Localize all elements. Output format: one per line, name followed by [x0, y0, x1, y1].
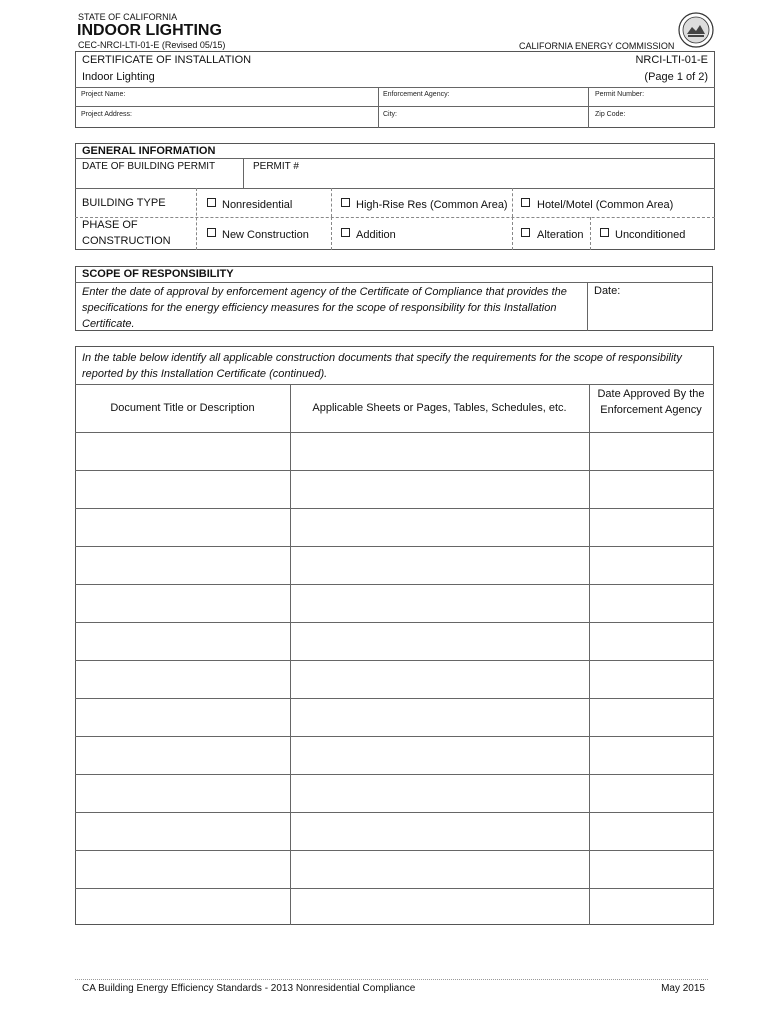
zip-code-field[interactable]: Zip Code: [595, 111, 626, 118]
alteration-checkbox[interactable] [521, 228, 530, 237]
enforcement-agency-field[interactable]: Enforcement Agency: [383, 91, 450, 98]
permit-number-gi-field[interactable]: PERMIT # [253, 161, 299, 172]
general-information-heading: GENERAL INFORMATION [82, 145, 216, 157]
commission-name: CALIFORNIA ENERGY COMMISSION [519, 41, 675, 51]
footer-date: May 2015 [661, 983, 705, 994]
form-code: CEC-NRCI-LTI-01-E (Revised 05/15) [78, 40, 226, 50]
certificate-title: CERTIFICATE OF INSTALLATION [82, 54, 252, 66]
addition-checkbox[interactable] [341, 228, 350, 237]
page-number: (Page 1 of 2) [644, 71, 708, 83]
project-name-field[interactable]: Project Name: [81, 91, 126, 98]
phase-label-line1: PHASE OF [82, 219, 138, 231]
document-rows[interactable] [76, 433, 713, 924]
agency-state: STATE OF CALIFORNIA [78, 12, 178, 22]
col-document-title: Document Title or Description [110, 402, 255, 414]
unconditioned-label: Unconditioned [615, 229, 686, 241]
nonresidential-checkbox[interactable] [207, 198, 216, 207]
high-rise-res-label: High-Rise Res (Common Area) [356, 199, 508, 211]
project-address-field[interactable]: Project Address: [81, 111, 132, 118]
col-applicable-sheets: Applicable Sheets or Pages, Tables, Schedules, etc. [312, 402, 567, 414]
scope-date-field[interactable]: Date: [594, 285, 621, 297]
california-seal-icon [678, 12, 714, 48]
new-construction-checkbox[interactable] [207, 228, 216, 237]
city-field[interactable]: City: [383, 111, 397, 118]
page-title: INDOOR LIGHTING [77, 22, 222, 39]
form-subtitle: Indoor Lighting [82, 71, 155, 83]
permit-number-field[interactable]: Permit Number: [595, 91, 645, 98]
new-construction-label: New Construction [222, 229, 309, 241]
form-id: NRCI-LTI-01-E [635, 54, 708, 66]
alteration-label: Alteration [537, 229, 584, 241]
hotel-motel-checkbox[interactable] [521, 198, 530, 207]
scope-heading: SCOPE OF RESPONSIBILITY [82, 268, 234, 280]
hotel-motel-label: Hotel/Motel (Common Area) [537, 199, 674, 211]
addition-label: Addition [356, 229, 396, 241]
building-type-label: BUILDING TYPE [82, 197, 166, 209]
scope-instructions: Enter the date of approval by enforcement agency of the Certificate of Compliance that provides the specifications for the energy efficiency measures for the scope of responsibility for this Installation Certificate. [82, 286, 567, 330]
col-date-approved: Date Approved By the Enforcement Agency [597, 388, 705, 416]
nonresidential-label: Nonresidential [222, 199, 293, 211]
high-rise-res-checkbox[interactable] [341, 198, 350, 207]
unconditioned-checkbox[interactable] [600, 228, 609, 237]
footer-standards: CA Building Energy Efficiency Standards - 2013 Nonresidential Compliance [82, 983, 416, 994]
phase-label-line2: CONSTRUCTION [82, 235, 171, 247]
date-of-building-permit-field[interactable]: DATE OF BUILDING PERMIT [82, 161, 216, 172]
documents-intro: In the table below identify all applicable construction documents that specify the requirements for the scope of responsibility reported by this Installation Certificate (continued). [82, 352, 682, 380]
